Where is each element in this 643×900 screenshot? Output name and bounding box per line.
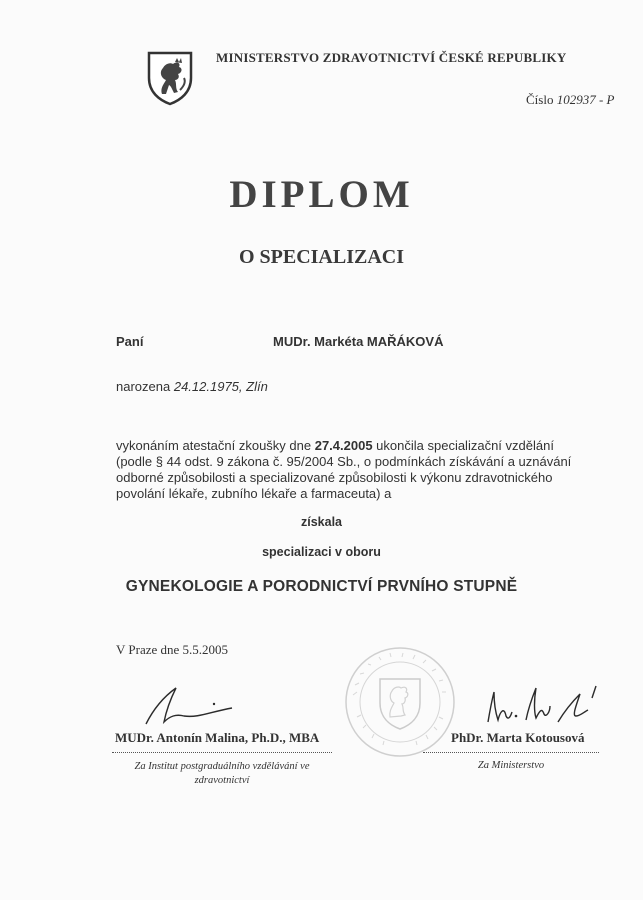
born-label: narozena [116,379,171,394]
signature-right-icon [480,682,604,732]
body-line-4: povolání lékaře, zubního lékaře a farmaceuta) a [116,486,392,501]
number-label: Číslo [526,92,554,107]
document-number [526,92,615,108]
signer-left-institution [112,760,332,788]
specialization-label: specializaci v oboru [262,545,381,559]
birth-info [116,379,268,394]
body-paragraph [116,438,596,502]
recipient-name: MUDr. Markéta MAŘÁKOVÁ [273,334,444,349]
place-date: V Praze dne 5.5.2005 [116,642,229,657]
body-line-1-pre: vykonáním atestační zkoušky dne [116,438,315,453]
signer-right-institution: Za Ministerstvo [477,760,545,771]
signature-line-left [112,752,332,753]
body-line-2: (podle § 44 odst. 9 zákona č. 95/2004 Sb., o podmínkách získávání a uznávání [116,454,572,469]
document-title: DIPLOM [229,173,414,216]
signature-line-right [423,752,599,753]
document-subtitle: O SPECIALIZACI [238,246,405,268]
obtained-label: získala [300,515,342,529]
specialization-field: GYNEKOLOGIE A PORODNICTVÍ PRVNÍHO STUPNĚ [125,578,518,595]
number-value: 102937 - P [556,92,615,107]
salutation: Paní [116,334,144,349]
ministry-heading: MINISTERSTVO ZDRAVOTNICTVÍ ČESKÉ REPUBLIKY [216,50,567,65]
coat-of-arms-icon [146,50,194,106]
signer-left-name: MUDr. Antonín Malina, Ph.D., MBA [115,730,320,745]
body-line-1-post: ukončila specializační vzdělání [372,438,554,453]
born-value: 24.12.1975, Zlín [173,379,268,394]
signer-right-name: PhDr. Marta Kotousová [451,730,585,745]
body-line-3: odborné způsobilosti a specializované způsobilosti k výkonu zdravotnického [116,470,553,485]
exam-date: 27.4.2005 [314,438,373,453]
signature-left-icon [140,682,240,730]
body-line-1 [116,438,596,454]
state-seal-icon [343,645,457,759]
institution-line-2: zdravotnictví [194,775,250,786]
institution-line-1: Za Institut postgraduálního vzdělávání ve [134,761,310,772]
